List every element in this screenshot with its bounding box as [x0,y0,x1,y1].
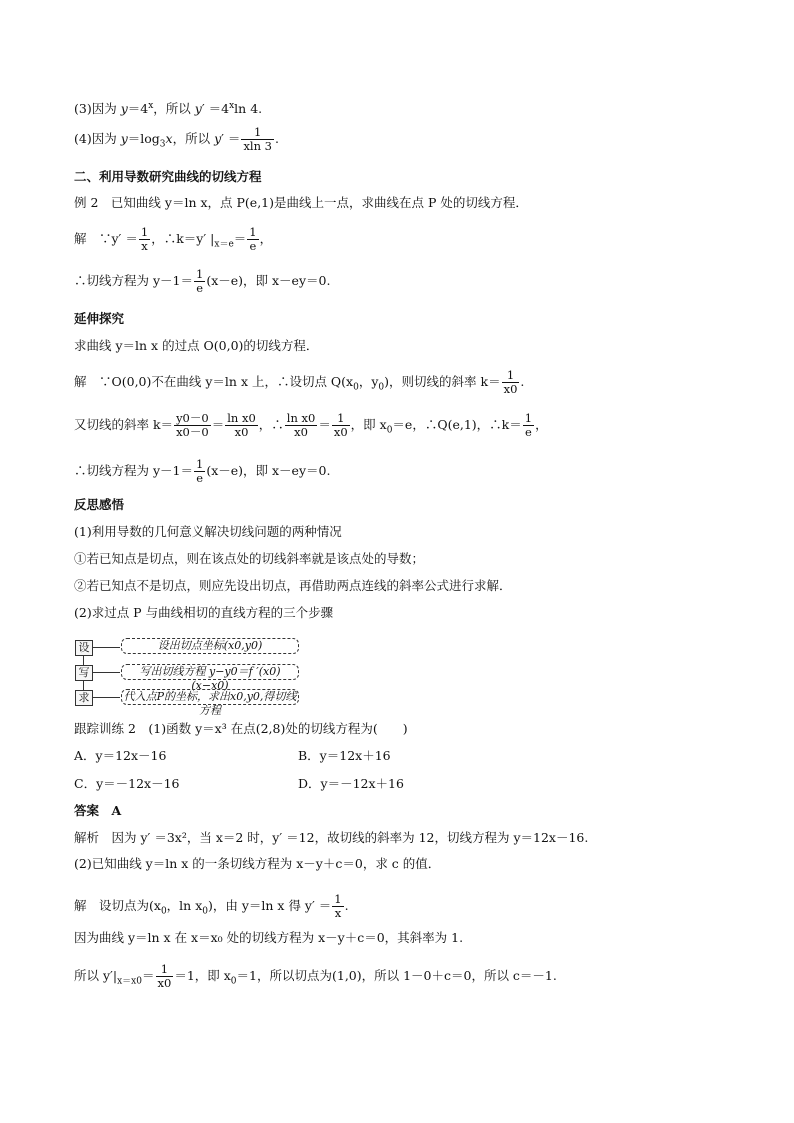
step-label-solve: 代入点P的坐标，求出x0,y0,得切线方程 [121,689,299,705]
step-box-solve: 求 [75,690,93,706]
option-c[interactable]: C．y＝－12x－16 [74,776,180,791]
line-item-3: (3)因为 $y=4^x$，所以 $y' =4^x\ln$ 4. [74,101,263,117]
follow-up-question-2: (2)已知曲线 y＝ln x 的一条切线方程为 x－y＋c＝0，求 c 的值． [74,856,441,871]
option-d[interactable]: D．y＝－12x＋16 [298,776,404,791]
extend-solution-step2: 又切线的斜率 k＝ $\frac{y0-0}{x0-0}$ ＝ $\frac{\text{ln x0}}{x0}$ ，∴ $\frac{\text{ln x0}}{x0}$ ＝ $\frac{1}{x0}$ ，即 $x_0=e$，∴Q(e,1)，∴k＝ $\frac{1}{e}$ ， [74,411,548,439]
analysis: 解析 因为 y′ ＝3x²，当 x＝2 时，y′ ＝12，故切线的斜率为 12，切线方程为 y＝12x－16. [74,830,589,845]
extend-solution-step1: 解 ∵O(0,0)不在曲线 y＝ln x 上，∴设切点 $Q(x_0$，$y_0$)，则切线的斜率 k＝ $\frac{1}{x0}$ . [74,368,525,396]
fraction: $\frac{1}{xln 3}$ [243,125,272,153]
option-a[interactable]: A．y＝12x－16 [74,748,167,763]
reflect-point-1b: ②若已知点不是切点，则应先设出切点，再借助两点连线的斜率公式进行求解． [74,578,512,593]
q2-solution-step3: 所以 $y'|_{x=x0}=$ $\frac{1}{x0}$ ＝1，即 $x_0=1$，所以切点为(1,0)，所以 1－0＋c＝0，所以 c＝－1. [74,962,557,990]
step-label-set: 设出切点坐标(x0,y0) [121,638,299,654]
answer: 答案 A [74,803,122,818]
example-2-solution-step1: 解 ∵y′ ＝ $\frac{1}{x}$ ，∴k＝y′ $|_{x=e}=$ $\frac{1}{e}$ ， [74,225,273,253]
follow-up-question-1: 跟踪训练 2 (1)函数 y＝x³ 在点(2,8)处的切线方程为( ) [74,721,408,736]
option-b[interactable]: B．y＝12x＋16 [298,748,391,763]
reflect-point-1a: ①若已知点是切点，则在该点处的切线斜率就是该点处的导数； [74,551,425,566]
extend-tangent-equation: ∴切线方程为 y－1＝ $\frac{1}{e}$ (x－e)，即 x－ey＝0. [74,457,331,485]
line-item-4: (4)因为 $y=\log_3x$，所以 y′ ＝ $\frac{1}{xln 3}$ . [74,125,279,153]
reflect-point-1: (1)利用导数的几何意义解决切线问题的两种情况 [74,524,342,539]
extend-question: 求曲线 y＝ln x 的过点 O(0,0)的切线方程． [74,338,319,353]
step-label-write: 写出切线方程 y−y0＝f ′(x0)(x−x0) [121,664,299,680]
step-arrow [92,647,120,648]
reflect-heading: 反思感悟 [74,497,125,512]
q2-solution-step1: 解 设切点为($x_0$，$\ln x_0$)，由 y＝ln x 得 y′ ＝ $\frac{1}{x}$ . [74,892,349,920]
reflect-point-2: (2)求过点 P 与曲线相切的直线方程的三个步骤 [74,605,334,620]
section-heading: 二、利用导数研究曲线的切线方程 [74,169,262,184]
step-arrow [92,697,120,698]
extend-heading: 延伸探究 [74,311,125,326]
q2-solution-step2: 因为曲线 y＝ln x 在 x＝x₀ 处的切线方程为 x－y＋c＝0，其斜率为 1. [74,930,464,945]
example-2-tangent-equation: ∴切线方程为 y－1＝ $\frac{1}{e}$ (x－e)，即 x－ey＝0. [74,267,331,295]
step-arrow [92,672,120,673]
step-box-set: 设 [75,640,93,656]
example-2-question: 例 2 已知曲线 y＝ln x，点 P(e,1)是曲线上一点，求曲线在点 P 处的切线方程． [74,195,528,210]
step-box-write: 写 [75,665,93,681]
